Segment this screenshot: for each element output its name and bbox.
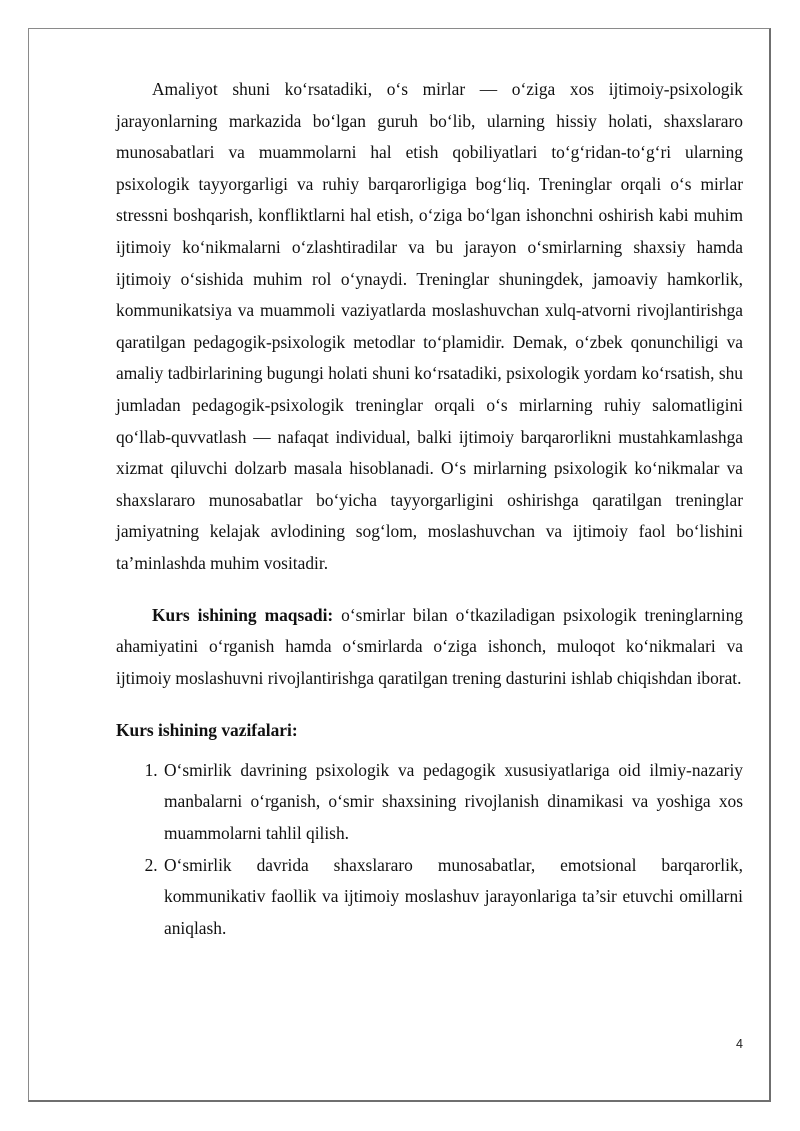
tasks-heading: Kurs ishining vazifalari: <box>116 720 298 741</box>
intro-paragraph: Amaliyot shuni ko‘rsatadiki, o‘s mirlar — o‘ziga xos ijtimoiy-psixologik jarayonlarning markazida bo‘lgan guruh bo‘lib, ularning hissiy holati, shaxslararo munosabatlari va muammolarni hal etish qobiliyatlari to‘g‘ridan-to‘g‘ri ularning psixologik tayyorgarligi va ruhiy barqarorligiga bog‘liq. Treninglar orqali o‘s mirlar stressni boshqarish, konfliktlarni hal etish, o‘ziga bo‘lgan ishonchni oshirish kabi muhim ijtimoiy ko‘nikmalarni o‘zlashtiradilar va bu jarayon o‘smirlarning shaxsiy hamda ijtimoiy o‘sishida muhim rol o‘ynaydi. Treninglar shuningdek, jamoaviy hamkorlik, kommunikatsiya va muammoli vaziyatlarda moslashuvchan xulq-atvorni rivojlantirishga qaratilgan pedagogik-psixologik metodlar to‘plamidir. Demak, o‘zbek qonunchiligi va amaliy tadbirlarining bugungi holati shuni ko‘rsatadiki, psixologik yordam ko‘rsatish, shu jumladan pedagogik-psixologik treninglar orqali o‘s mirlarning ruhiy salomatligini qo‘llab-quvvatlash — nafaqat individual, balki ijtimoiy barqarorlikni mustahkamlashga xizmat qiluvchi dolzarb masala hisoblanadi. O‘s mirlarning psixologik ko‘nikmalar va shaxslararo munosabatlar bo‘yicha tayyorgarligini oshirishga qaratilgan treninglar jamiyatning kelajak avlodining sog‘lom, moslashuvchan va ijtimoiy faol bo‘lishini ta’minlashda muhim vositadir. <box>116 79 743 573</box>
list-item: 2. O‘smirlik davrida shaxslararo munosabatlar, emotsional barqarorlik, kommunikativ faollik va ijtimoiy moslashuv jarayonlariga ta’sir etuvchi omillarni aniqlash. <box>162 850 743 945</box>
document-body <box>116 74 743 944</box>
goal-text: o‘smirlar bilan o‘tkaziladigan psixologik treninglarning ahamiyatini o‘rganish hamda o‘smirlarda o‘ziga ishonch, muloqot ko‘nikmalari va ijtimoiy moslashuvni rivojlantirishga qaratilgan trening dasturini ishlab chiqishdan iborat. <box>116 604 744 688</box>
page-number: 4 <box>736 1037 743 1051</box>
goal-paragraph <box>116 600 743 695</box>
list-item: 1. O‘smirlik davrining psixologik va pedagogik xususiyatlariga oid ilmiy-nazariy manbalarni o‘rganish, o‘smir shaxsining rivojlanish dinamikasi va yoshiga xos muammolarni tahlil qilish. <box>162 755 743 850</box>
goal-label: Kurs ishining maqsadi: <box>152 604 334 625</box>
tasks-list <box>116 755 743 945</box>
